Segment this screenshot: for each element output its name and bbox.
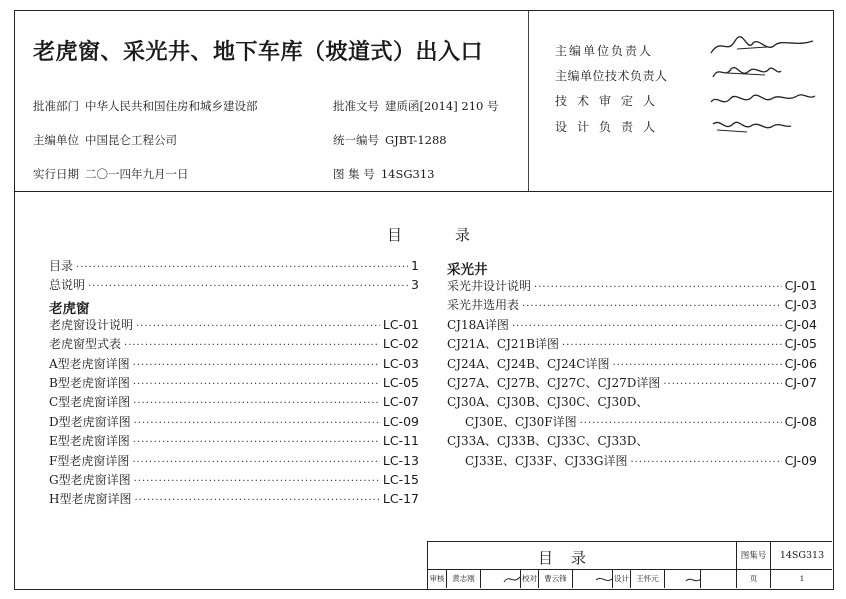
toc-entry[interactable] — [49, 471, 419, 490]
toc-entry[interactable] — [49, 393, 419, 412]
meta-key: 统一编号 — [333, 133, 379, 147]
toc-entry[interactable] — [49, 355, 419, 374]
toc-entry[interactable] — [49, 374, 419, 393]
signature-image — [707, 61, 817, 83]
dot-leader — [663, 379, 781, 390]
toc-left-column — [49, 257, 419, 510]
dot-leader — [133, 437, 380, 448]
toc-entry-label: CJ18A详图 — [447, 317, 509, 332]
toc-entry-page: LC-02 — [382, 336, 419, 352]
meta-approval-dept — [33, 98, 258, 114]
toc-entry[interactable] — [49, 276, 419, 295]
toc-entry-page: LC-09 — [382, 413, 419, 429]
dot-leader — [136, 321, 380, 332]
dot-leader — [134, 476, 380, 487]
toc-entry[interactable] — [447, 335, 817, 354]
atlas-no-value: 14SG313 — [770, 542, 833, 570]
toc-entry-label: D型老虎窗详图 — [49, 414, 131, 429]
header-left-panel — [15, 11, 529, 191]
toc-entry-page: CJ-08 — [784, 413, 817, 429]
toc-entry-label: CJ33A、CJ33B、CJ33C、CJ33D、 — [447, 434, 649, 449]
toc-entry[interactable] — [447, 355, 817, 374]
check-label: 校对 — [520, 570, 538, 588]
role-design-lead: 设计负责人 — [555, 120, 666, 134]
dot-leader — [133, 398, 380, 409]
atlas-title: 老虎窗、采光井、地下车库（坡道式）出入口 — [33, 40, 484, 65]
toc-entry[interactable] — [49, 490, 419, 509]
toc-entry-label: 老虎窗型式表 — [49, 337, 122, 352]
meta-key: 图 集 号 — [333, 167, 375, 181]
role-technical-chief: 主编单位技术负责人 — [555, 69, 668, 83]
signature-image — [683, 572, 701, 586]
toc-entry-page: 1 — [411, 258, 419, 273]
meta-approval-no — [333, 98, 499, 114]
dot-leader — [630, 457, 781, 468]
toc-entry-label: CJ27A、CJ27B、CJ27C、CJ27D详图 — [447, 375, 661, 390]
role-chief-editor: 主编单位负责人 — [555, 44, 654, 58]
meta-value: 二〇一四年九月一日 — [85, 167, 189, 181]
toc-entry-page: LC-03 — [382, 355, 419, 371]
toc-heading-right: 录 — [455, 226, 471, 244]
meta-key: 主编单位 — [33, 133, 79, 147]
toc-entry-page: LC-07 — [382, 394, 419, 410]
dot-leader — [522, 301, 782, 312]
toc-entry-label: CJ30A、CJ30B、CJ30C、CJ30D、 — [447, 395, 649, 410]
toc-entry-label: B型老虎窗详图 — [49, 375, 130, 390]
toc-entry[interactable] — [447, 413, 817, 432]
toc-section-heading: 采光井 — [447, 262, 488, 278]
page-label: 页 — [736, 570, 770, 588]
signature-image — [593, 572, 613, 586]
design-label: 设计 — [612, 570, 630, 588]
title-block-header — [428, 542, 832, 570]
toc-entry-label: E型老虎窗详图 — [49, 434, 130, 449]
meta-value: 中国昆仑工程公司 — [85, 133, 177, 147]
toc-entry-label: 老虎窗设计说明 — [49, 317, 134, 332]
toc-entry-page: LC-13 — [382, 452, 419, 468]
toc-entry-label: CJ33E、CJ33F、CJ33G详图 — [465, 453, 628, 468]
atlas-no-label: 图集号 — [736, 542, 770, 570]
sheet-name: 目录 — [538, 549, 605, 567]
toc-entry-label: 采光井设计说明 — [447, 279, 532, 293]
meta-value: 建质函[2014] 210 号 — [385, 99, 499, 113]
role-reviewer: 技术审定人 — [555, 94, 666, 108]
toc-entry-label: CJ30E、CJ30F详图 — [465, 414, 577, 429]
toc-entry-page: LC-11 — [382, 433, 419, 449]
signature-image — [501, 572, 521, 586]
toc-entry[interactable] — [447, 296, 817, 315]
toc-entry-page: CJ-06 — [784, 355, 817, 371]
checker-signature — [572, 570, 612, 588]
reviewer-signature — [480, 570, 520, 588]
dot-leader — [580, 418, 782, 429]
signature-image — [707, 88, 817, 110]
toc-entry-label: CJ24A、CJ24B、CJ24C详图 — [447, 356, 610, 371]
toc-entry-page: CJ-05 — [784, 336, 817, 352]
toc-entry[interactable] — [447, 393, 817, 412]
designer-name: 王怀元 — [630, 570, 664, 588]
page-number: 1 — [770, 570, 833, 588]
toc-entry-page: CJ-01 — [784, 278, 817, 293]
dot-leader — [133, 360, 380, 371]
empty-cell — [700, 570, 736, 588]
dot-leader — [512, 321, 782, 332]
meta-value: GJBT-1288 — [385, 133, 447, 147]
toc-entry-page: CJ-07 — [784, 374, 817, 390]
toc-entry[interactable] — [447, 374, 817, 393]
toc-entry[interactable] — [49, 316, 419, 335]
dot-leader — [134, 495, 379, 506]
sign-row — [428, 570, 832, 588]
dot-leader — [534, 282, 782, 293]
toc-entry-label: 目录 — [49, 259, 74, 273]
toc-right-column — [447, 257, 817, 471]
toc-entry[interactable] — [447, 452, 817, 471]
dot-leader — [562, 340, 782, 351]
toc-entry-page: CJ-04 — [784, 316, 817, 332]
toc-entry-page: LC-15 — [382, 471, 419, 487]
toc-entry-page: 3 — [411, 277, 419, 293]
dot-leader — [132, 457, 380, 468]
toc-entry[interactable] — [447, 432, 817, 451]
toc-entry-page: LC-05 — [382, 374, 419, 390]
toc-entry-label: CJ21A、CJ21B详图 — [447, 337, 560, 352]
toc-heading-left: 目 — [387, 226, 403, 244]
toc-entry-label: C型老虎窗详图 — [49, 395, 131, 410]
header-right-panel — [529, 11, 832, 191]
toc-entry-page: LC-01 — [382, 316, 419, 332]
title-block — [427, 541, 832, 589]
toc-entry-label: F型老虎窗详图 — [49, 453, 130, 468]
signature-image — [707, 35, 817, 57]
meta-atlas-no — [333, 166, 434, 182]
meta-key: 批准部门 — [33, 99, 79, 113]
toc-entry-label: A型老虎窗详图 — [49, 356, 130, 371]
meta-value: 14SG313 — [380, 167, 435, 181]
review-label: 审核 — [429, 574, 445, 583]
toc-entry-page: CJ-09 — [784, 452, 817, 468]
title-header — [15, 11, 832, 192]
designer-signature — [664, 570, 700, 588]
dot-leader — [76, 262, 408, 273]
dot-leader — [612, 360, 781, 371]
meta-effective-date — [33, 166, 189, 182]
toc-entry-label: H型老虎窗详图 — [49, 492, 132, 507]
toc-entry[interactable] — [49, 335, 419, 354]
toc-entry-label: 总说明 — [49, 278, 86, 293]
toc-entry-label: 采光井选用表 — [447, 298, 520, 313]
meta-key: 批准文号 — [333, 99, 379, 113]
toc-entry[interactable] — [49, 452, 419, 471]
toc-entry[interactable] — [447, 316, 817, 335]
toc-entry[interactable] — [49, 413, 419, 432]
toc-entry-page: CJ-03 — [784, 297, 817, 313]
toc-entry-page: LC-17 — [382, 491, 419, 507]
toc-entry-label: G型老虎窗详图 — [49, 472, 131, 487]
meta-value: 中华人民共和国住房和城乡建设部 — [85, 99, 258, 113]
dot-leader — [134, 418, 380, 429]
signature-image — [707, 114, 817, 136]
dot-leader — [133, 379, 380, 390]
toc-entry[interactable] — [49, 432, 419, 451]
meta-unified-no — [333, 132, 447, 148]
drawing-sheet — [14, 10, 834, 590]
dot-leader — [88, 281, 408, 292]
meta-key: 实行日期 — [33, 167, 79, 181]
toc-section-heading: 老虎窗 — [49, 300, 90, 317]
reviewer-name: 黄志刚 — [446, 570, 480, 588]
toc-entry[interactable] — [49, 257, 419, 276]
meta-editor-unit — [33, 132, 177, 148]
toc-entry[interactable] — [447, 277, 817, 296]
checker-name: 曹云锋 — [538, 570, 572, 588]
dot-leader — [124, 340, 380, 351]
